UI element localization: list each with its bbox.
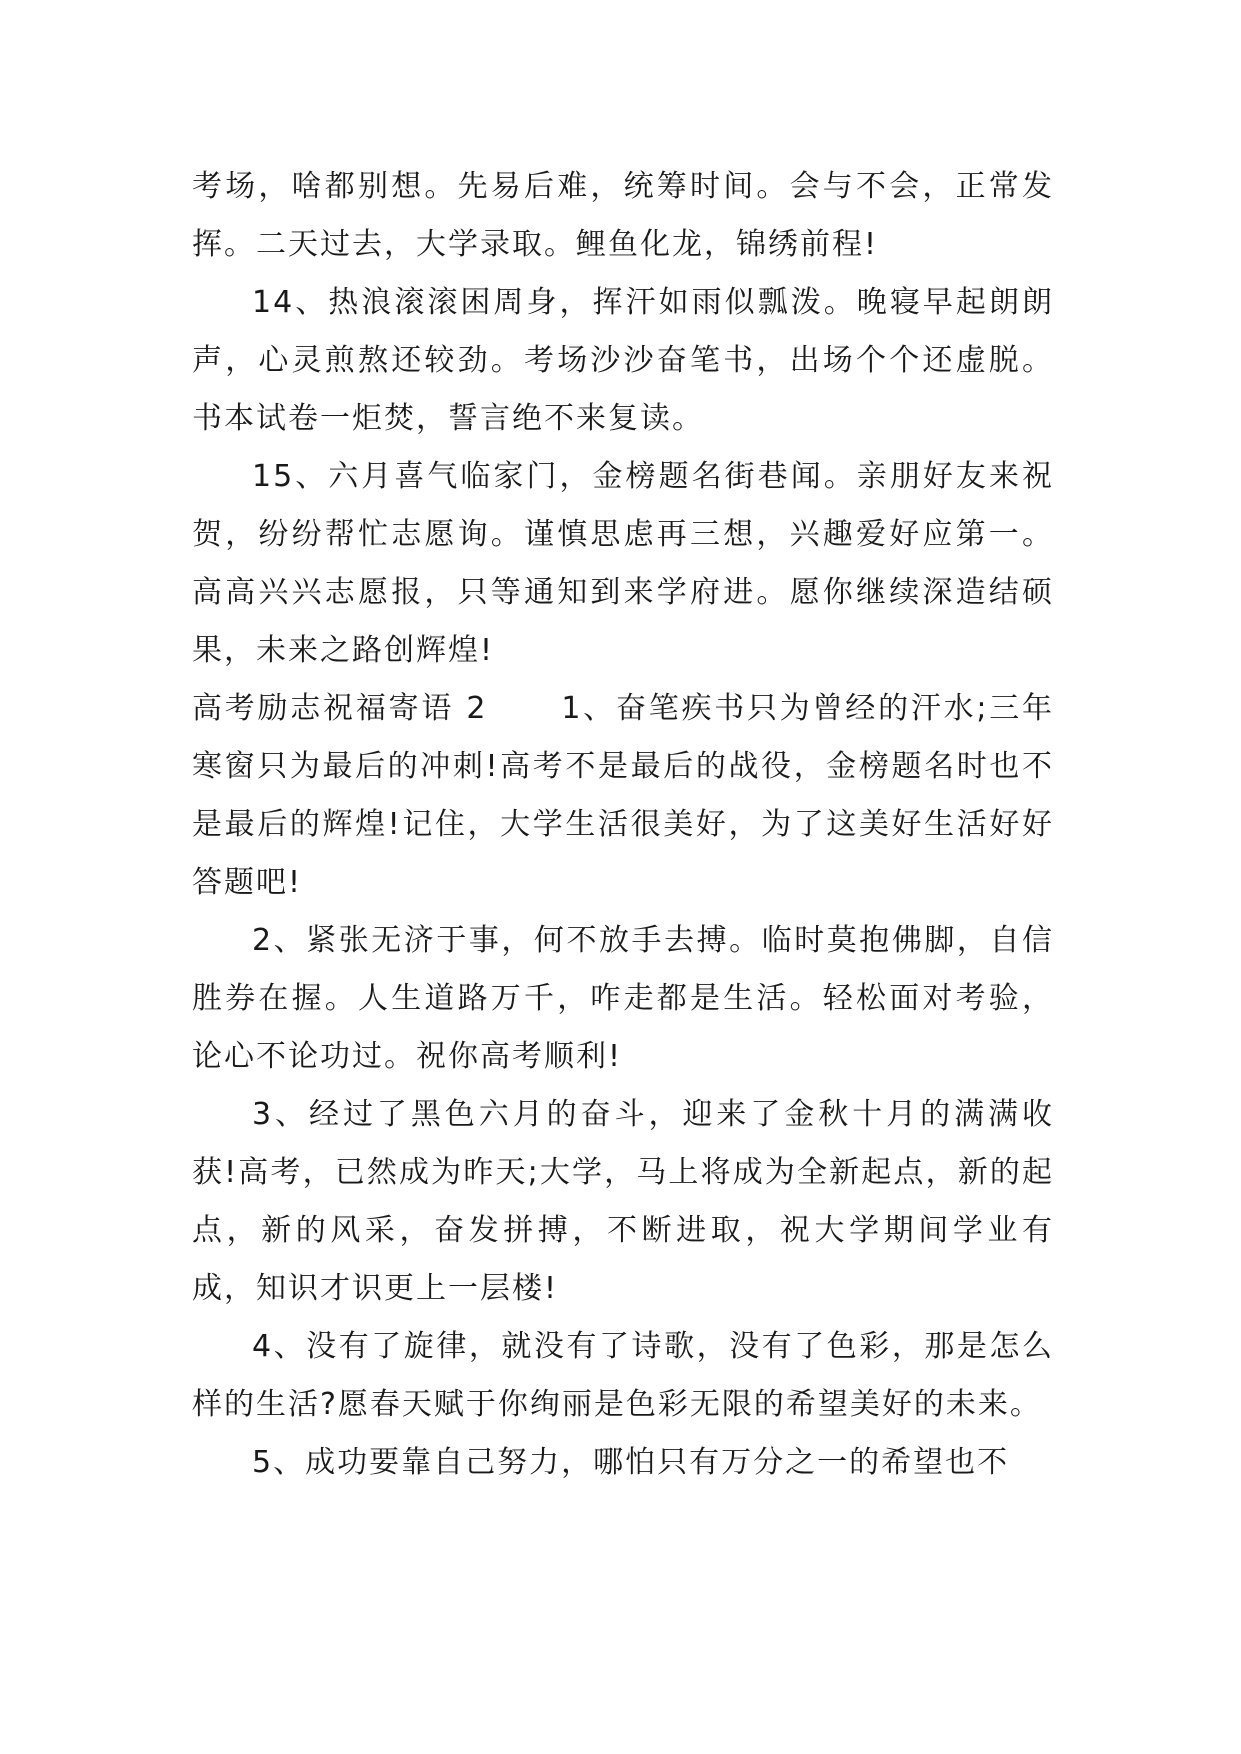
paragraph-item-3: 3、经过了黑色六月的奋斗，迎来了金秋十月的满满收获!高考，已然成为昨天;大学，马上将成为全新起点，新的起点，新的风采，奋发拼搏，不断进取，祝大学期间学业有成，知识才识更上一层楼! (192, 1097, 1054, 1306)
paragraph-item-15: 15、六月喜气临家门，金榜题名街巷闻。亲朋好友来祝贺，纷纷帮忙志愿询。谨慎思虑再三想，兴趣爱好应第一。高高兴兴志愿报，只等通知到来学府进。愿你继续深造结硕果，未来之路创辉煌! (192, 459, 1054, 668)
paragraph-item-14: 14、热浪滚滚困周身，挥汗如雨似瓢泼。晚寝早起朗朗声，心灵煎熬还较劲。考场沙沙奋笔书，出场个个还虚脱。书本试卷一炬焚，誓言绝不来复读。 (192, 285, 1054, 436)
paragraph-item-5: 5、成功要靠自己努力，哪怕只有万分之一的希望也不 (252, 1445, 1010, 1480)
paragraph-item-4: 4、没有了旋律，就没有了诗歌，没有了色彩，那是怎么样的生活?愿春天赋于你绚丽是色彩无限的希望美好的未来。 (192, 1329, 1054, 1422)
section-paragraph (192, 680, 1054, 912)
section-first-item: 1、奋笔疾书只为曾经的汗水;三年寒窗只为最后的冲刺!高考不是最后的战役，金榜题名时也不是最后的辉煌!记住，大学生活很美好，为了这美好生活好好答题吧! (192, 691, 1054, 900)
paragraph-intro: 考场，啥都别想。先易后难，统筹时间。会与不会，正常发挥。二天过去，大学录取。鲤鱼化龙，锦绣前程! (192, 169, 1054, 262)
paragraph-item-2: 2、紧张无济于事，何不放手去搏。临时莫抱佛脚，自信胜券在握。人生道路万千，咋走都是生活。轻松面对考验，论心不论功过。祝你高考顺利! (192, 923, 1054, 1074)
document-body (192, 158, 1054, 1492)
section-heading: 高考励志祝福寄语 2 (192, 691, 488, 726)
